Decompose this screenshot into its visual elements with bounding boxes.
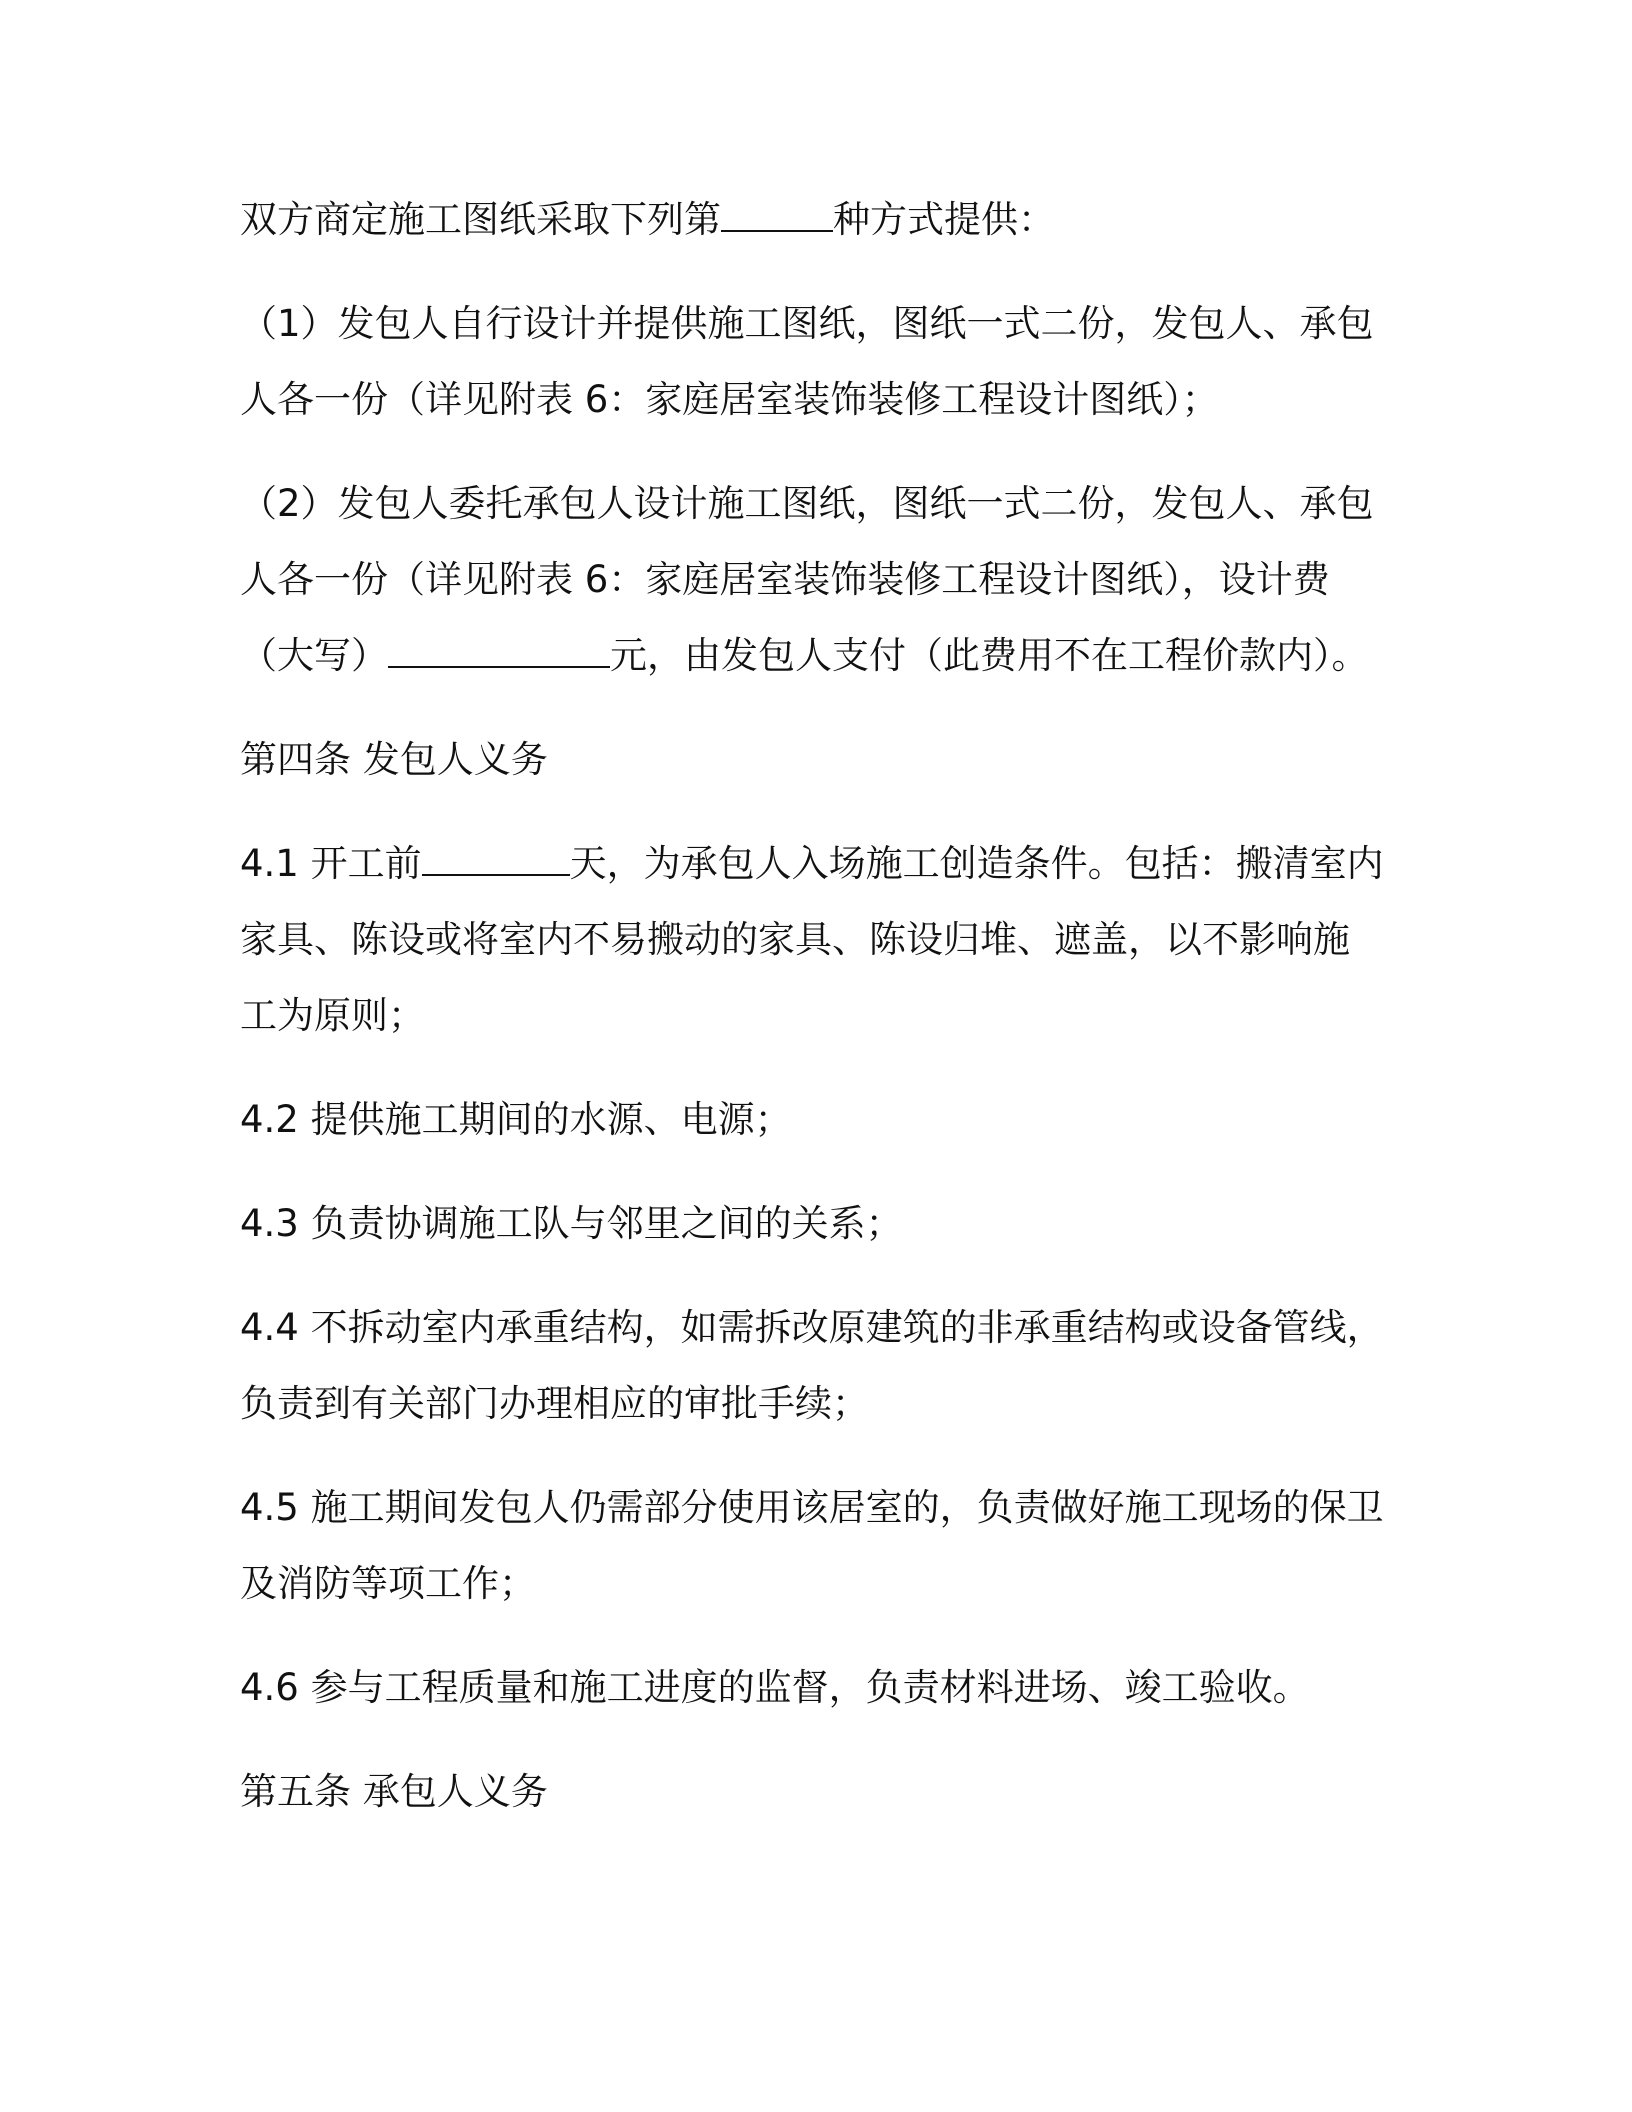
paragraph-line [240, 1380, 869, 1428]
fill-in-blank [422, 840, 570, 876]
paragraph-line [240, 992, 425, 1040]
text-segment: （大写） [240, 634, 388, 677]
paragraph-line [240, 196, 1055, 244]
text-segment: 4.3 负责协调施工队与邻里之间的关系； [240, 1202, 903, 1245]
paragraph-line [240, 1664, 1310, 1712]
text-segment: 人各一份（详见附表 6：家庭居室装饰装修工程设计图纸）； [240, 378, 1219, 421]
text-segment: 4.6 参与工程质量和施工进度的监督，负责材料进场、竣工验收。 [240, 1666, 1310, 1709]
paragraph-line [240, 1096, 792, 1144]
paragraph-line [240, 916, 1350, 964]
paragraph-line [240, 1484, 1384, 1532]
text-segment: （2）发包人委托承包人设计施工图纸，图纸一式二份，发包人、承包 [240, 482, 1374, 525]
text-segment: 元，由发包人支付（此费用不在工程价款内）。 [610, 634, 1369, 677]
paragraph-line [240, 1560, 536, 1608]
text-segment: 4.2 提供施工期间的水源、电源； [240, 1098, 792, 1141]
paragraph-line [240, 300, 1374, 348]
text-segment: 4.1 开工前 [240, 842, 422, 885]
section-heading [240, 736, 548, 784]
text-segment: 天，为承包人入场施工创造条件。包括：搬清室内 [569, 842, 1384, 885]
section-heading [240, 1768, 548, 1816]
text-segment: 4.5 施工期间发包人仍需部分使用该居室的，负责做好施工现场的保卫 [240, 1486, 1384, 1529]
text-segment: 种方式提供： [833, 198, 1055, 241]
paragraph-line [240, 840, 1384, 888]
text-segment: 人各一份（详见附表 6：家庭居室装饰装修工程设计图纸），设计费 [240, 558, 1330, 601]
text-segment: 第四条 发包人义务 [240, 738, 548, 781]
paragraph-line [240, 480, 1374, 528]
fill-in-blank [388, 632, 610, 668]
paragraph-line [240, 632, 1369, 680]
text-segment: （1）发包人自行设计并提供施工图纸，图纸一式二份，发包人、承包 [240, 302, 1374, 345]
text-segment: 负责到有关部门办理相应的审批手续； [240, 1382, 869, 1425]
paragraph-line [240, 556, 1330, 604]
paragraph-line [240, 376, 1219, 424]
text-segment: 及消防等项工作； [240, 1562, 536, 1605]
paragraph-line [240, 1304, 1384, 1352]
fill-in-blank [721, 196, 833, 232]
text-segment: 双方商定施工图纸采取下列第 [240, 198, 721, 241]
text-segment: 4.4 不拆动室内承重结构，如需拆改原建筑的非承重结构或设备管线， [240, 1306, 1384, 1349]
paragraph-line [240, 1200, 903, 1248]
text-segment: 家具、陈设或将室内不易搬动的家具、陈设归堆、遮盖，以不影响施 [240, 918, 1350, 961]
text-segment: 第五条 承包人义务 [240, 1770, 548, 1813]
text-segment: 工为原则； [240, 994, 425, 1037]
